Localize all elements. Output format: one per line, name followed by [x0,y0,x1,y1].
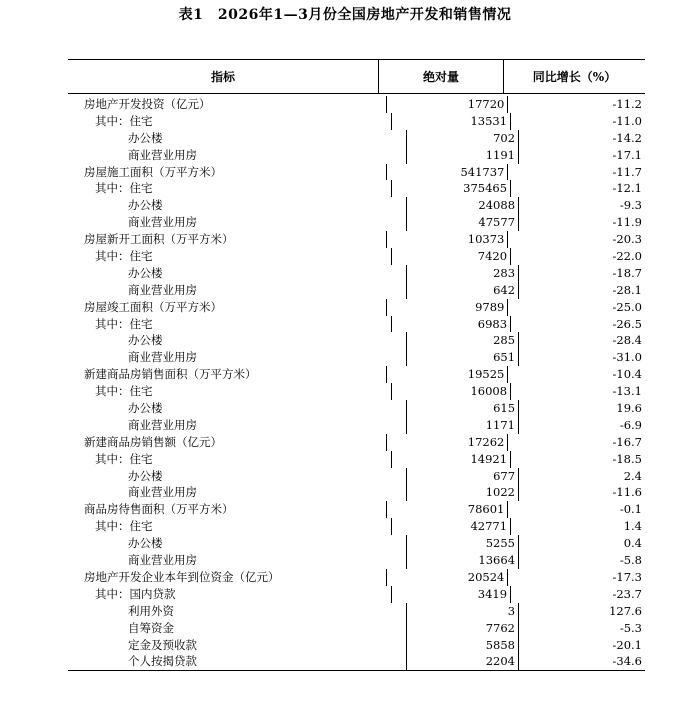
row-value: 1171 [406,417,518,434]
row-label: 房屋新开工面积（万平方米） [84,232,234,247]
row-growth: -16.7 [507,434,645,451]
row-value: 283 [406,265,518,282]
row-growth: -20.3 [507,231,645,248]
table-row [68,586,645,603]
table-row [68,316,645,333]
row-value: 78601 [386,501,507,518]
row-value: 5858 [406,637,518,654]
row-label: 办公楼 [128,536,163,551]
row-label: 商业营业用房 [128,553,197,568]
row-label: 房屋竣工面积（万平方米） [84,299,222,314]
row-growth: -5.8 [518,552,645,569]
row-value: 9789 [386,299,507,316]
table-row [68,248,645,265]
row-label: 商业营业用房 [128,215,197,230]
row-value: 16008 [391,383,510,400]
row-label: 个人按揭贷款 [128,654,197,669]
table-row [68,366,645,383]
row-value: 7420 [391,248,510,265]
header-growth: 同比增长（%） [503,60,645,93]
row-growth: -11.0 [510,113,645,130]
row-value: 24088 [406,197,518,214]
row-growth: -5.3 [518,620,645,637]
row-growth: -11.6 [518,484,645,501]
row-growth: -26.5 [510,316,645,333]
row-growth: -6.9 [518,417,645,434]
table-row [68,501,645,518]
row-value: 6983 [391,316,510,333]
row-growth: 127.6 [518,603,645,620]
row-growth: 1.4 [510,518,645,535]
row-label: 商业营业用房 [128,147,197,162]
table-row [68,164,645,181]
row-growth: -22.0 [510,248,645,265]
table-row [68,468,645,485]
row-label: 办公楼 [128,468,163,483]
page-title: 表1 2026年1—3月份全国房地产开发和销售情况 [178,7,512,23]
row-value: 14921 [391,451,510,468]
row-value: 615 [406,400,518,417]
row-growth: -18.7 [518,265,645,282]
table-row [68,265,645,282]
table-row [68,518,645,535]
table-row [68,417,645,434]
row-label: 自筹资金 [128,620,174,635]
row-value: 19525 [386,366,507,383]
row-label: 商业营业用房 [128,417,197,432]
row-value: 5255 [406,535,518,552]
row-value: 13531 [391,113,510,130]
row-value: 3419 [391,586,510,603]
data-table [68,59,645,671]
row-growth: -28.4 [518,332,645,349]
table-row [68,451,645,468]
row-label: 办公楼 [128,333,163,348]
table-row [68,434,645,451]
row-label: 其中：国内贷款 [95,586,176,601]
row-growth: -0.1 [507,501,645,518]
row-growth: -25.0 [507,299,645,316]
table-row [68,231,645,248]
row-label: 其中：住宅 [95,519,153,534]
table-row [68,349,645,366]
row-growth: -18.5 [510,451,645,468]
table-row [68,637,645,654]
table-row [68,180,645,197]
row-value: 20524 [386,569,507,586]
table-row [68,332,645,349]
table-row [68,383,645,400]
row-label: 商业营业用房 [128,485,197,500]
row-label: 新建商品房销售面积（万平方米） [84,367,257,382]
row-label: 房地产开发投资（亿元） [84,97,211,111]
row-growth: -34.6 [518,653,645,670]
row-growth: -11.2 [507,96,645,113]
row-value: 1191 [406,147,518,164]
row-growth: 2.4 [518,468,645,485]
row-growth: -11.9 [518,214,645,231]
row-value: 17720 [386,96,507,113]
row-value: 42771 [391,518,510,535]
row-growth: -20.1 [518,637,645,654]
row-label: 办公楼 [128,198,163,213]
row-label: 办公楼 [128,265,163,280]
row-value: 642 [406,282,518,299]
table-row [68,282,645,299]
table-row [68,552,645,569]
row-value: 17262 [386,434,507,451]
row-growth: 19.6 [518,400,645,417]
row-label: 办公楼 [128,401,163,416]
row-growth: -31.0 [518,349,645,366]
table-row [68,400,645,417]
row-label: 其中：住宅 [95,316,153,331]
row-value: 47577 [406,214,518,231]
table-row [68,569,645,586]
row-label: 其中：住宅 [95,249,153,264]
table-row [68,96,645,113]
row-label: 利用外资 [128,603,174,618]
table-row [68,113,645,130]
row-label: 其中：住宅 [95,181,153,196]
row-value: 1022 [406,484,518,501]
row-label: 其中：住宅 [95,113,153,128]
row-label: 房屋施工面积（万平方米） [84,164,222,179]
row-label: 办公楼 [128,130,163,145]
table-row [68,653,645,670]
table-row [68,299,645,316]
row-growth: -23.7 [510,586,645,603]
table-row [68,214,645,231]
row-label: 商品房待售面积（万平方米） [84,502,234,517]
table-row [68,603,645,620]
row-label: 商业营业用房 [128,350,197,365]
row-value: 3 [406,603,518,620]
row-growth: 0.4 [518,535,645,552]
row-growth: -14.2 [518,130,645,147]
row-growth: -12.1 [510,180,645,197]
row-label: 商业营业用房 [128,282,197,297]
table-row [68,620,645,637]
table-body [68,94,645,670]
row-value: 375465 [391,180,510,197]
header-indicator: 指标 [210,70,235,84]
row-value: 677 [406,468,518,485]
header-absolute: 绝对量 [378,60,503,93]
row-value: 702 [406,130,518,147]
table-row [68,197,645,214]
table-row [68,130,645,147]
table-row [68,484,645,501]
row-growth: -10.4 [507,366,645,383]
row-growth: -9.3 [518,197,645,214]
row-value: 541737 [386,164,507,181]
row-growth: -17.3 [507,569,645,586]
table-row [68,535,645,552]
row-value: 285 [406,332,518,349]
row-growth: -17.1 [518,147,645,164]
table-header [68,60,645,94]
row-growth: -28.1 [518,282,645,299]
row-value: 13664 [406,552,518,569]
row-label: 房地产开发企业本年到位资金（亿元） [84,569,280,584]
row-value: 10373 [386,231,507,248]
row-value: 651 [406,349,518,366]
row-value: 2204 [406,653,518,670]
table-row [68,147,645,164]
row-label: 新建商品房销售额（亿元） [84,434,222,449]
row-growth: -13.1 [510,383,645,400]
row-label: 其中：住宅 [95,384,153,399]
row-label: 其中：住宅 [95,451,153,466]
row-growth: -11.7 [507,164,645,181]
row-value: 7762 [406,620,518,637]
row-label: 定金及预收款 [128,637,197,652]
